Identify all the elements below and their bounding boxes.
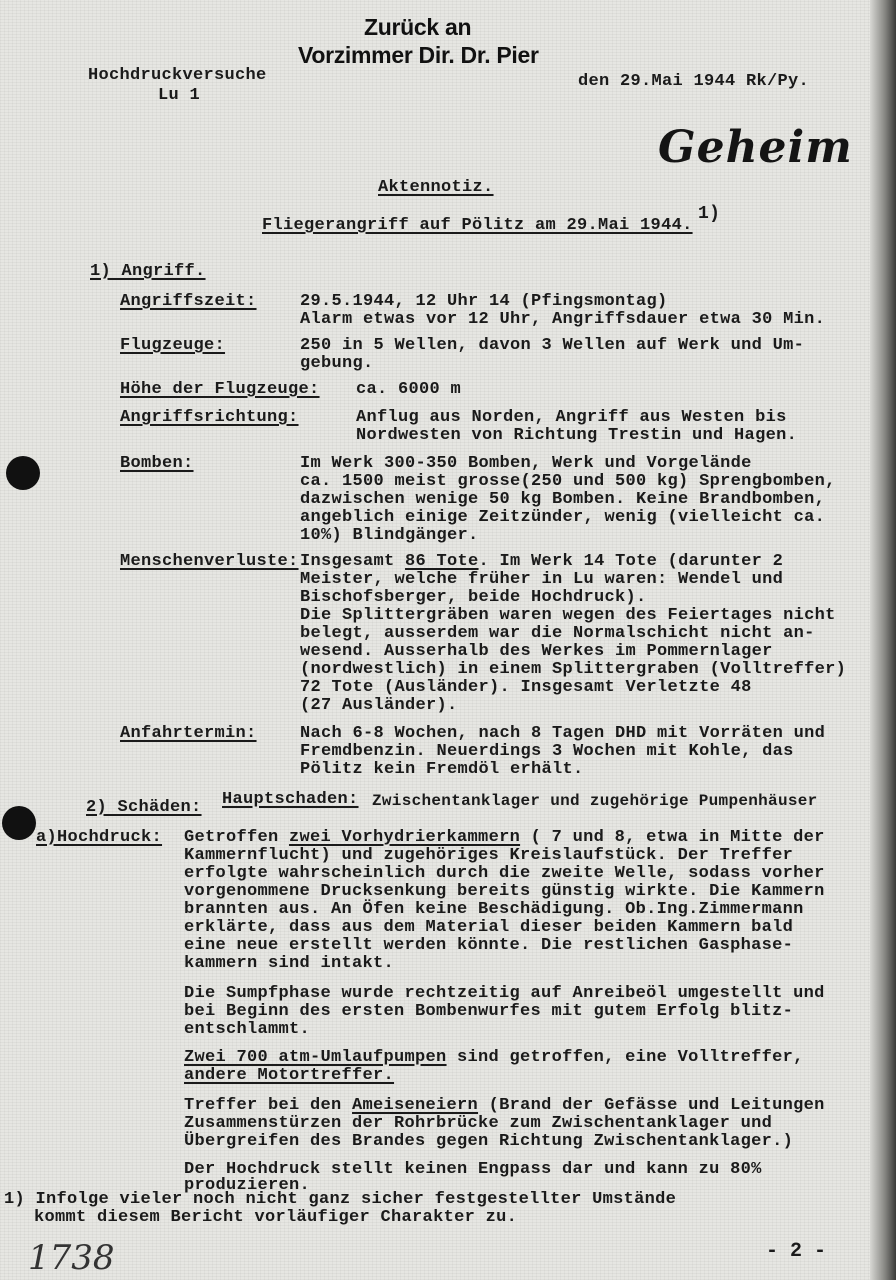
hochdruck-line1 (184, 828, 825, 847)
angriffszeit-line2: Alarm etwas vor 12 Uhr, Angriffsdauer etwa 30 Min. (300, 310, 826, 329)
ameiseneier-line1 (184, 1096, 825, 1115)
label-bomben: Bomben: (120, 454, 194, 473)
angriffszeit-line1: 29.5.1944, 12 Uhr 14 (Pfingsmontag) (300, 292, 668, 311)
hochdruck-line3: erfolgte wahrscheinlich durch die zweite Welle, sodass vorher (184, 864, 825, 883)
hochdruck-line4: vorgenommene Drucksenkung bereits günstig wirkte. Die Kammern (184, 882, 825, 901)
anfahrtermin-line3: Pölitz kein Fremdöl erhält. (300, 760, 584, 779)
hochdruck-line8: kammern sind intakt. (184, 954, 395, 973)
footnote-line2: kommt diesem Bericht vorläufiger Charakter zu. (34, 1208, 518, 1227)
classification-mark: Geheim (658, 122, 853, 173)
footnote-line1: 1) Infolge vieler noch nicht ganz sicher festgestellter Umstände (4, 1190, 677, 1209)
handwritten-archive-number: 1738 (28, 1238, 115, 1278)
label-angriffszeit: Angriffszeit: (120, 292, 257, 311)
ameiseneier-line2: Zusammenstürzen der Rohrbrücke zum Zwischentanklager und (184, 1114, 773, 1133)
sumpfphase-line3: entschlammt. (184, 1020, 311, 1039)
verluste-line7: (nordwestlich) in einem Splittergraben (Volltreffer) (300, 660, 847, 679)
document-title: Aktennotiz. (378, 178, 494, 197)
label-hochdruck: a)Hochdruck: (36, 828, 163, 847)
pumpen-line2: andere Motortreffer. (184, 1066, 395, 1085)
ameiseneier-line3: Übergreifen des Brandes gegen Richtung Zwischentanklager.) (184, 1132, 794, 1151)
flugzeuge-line2: gebung. (300, 354, 374, 373)
bomben-line2: ca. 1500 meist grosse(250 und 500 kg) Sprengbomben, (300, 472, 836, 491)
verluste-line8: 72 Tote (Ausländer). Insgesamt Verletzte 48 (300, 678, 752, 697)
bomben-line3: dazwischen wenige 50 kg Bomben. Keine Brandbomben, (300, 490, 826, 509)
label-flugzeuge: Flugzeuge: (120, 336, 226, 355)
pumpen-line1 (184, 1048, 804, 1067)
return-stamp-line2: Vorzimmer Dir. Dr. Pier (298, 42, 539, 68)
hochdruck-line2: Kammernflucht) und zugehöriges Kreislaufstück. Der Treffer (184, 846, 794, 865)
verluste-rest: . Im Werk 14 Tote (darunter 2 (478, 552, 784, 571)
hoehe-value: ca. 6000 m (356, 380, 462, 399)
punch-hole-top (6, 456, 40, 490)
verluste-total: 86 Tote (405, 552, 479, 571)
verluste-line4: Die Splittergräben waren wegen des Feiertages nicht (300, 606, 836, 625)
anfahrtermin-line2: Fremdbenzin. Neuerdings 3 Wochen mit Kohle, das (300, 742, 794, 761)
section-2-heading: 2) Schäden: (86, 798, 202, 817)
engpass-line1: Der Hochdruck stellt keinen Engpass dar und kann zu 80% (184, 1160, 762, 1179)
return-stamp-line1: Zurück an (364, 14, 472, 40)
page-edge-shadow (870, 0, 896, 1280)
sumpfphase-line2: bei Beginn des ersten Bombenwurfes mit gutem Erfolg blitz- (184, 1002, 794, 1021)
label-hauptschaden: Hauptschaden: (222, 790, 359, 809)
hochdruck-line6: erklärte, dass aus dem Material dieser beiden Kammern bald (184, 918, 794, 937)
header-department: Hochdruckversuche (88, 66, 267, 85)
ameiseneier-prefix: Treffer bei den (184, 1096, 353, 1115)
angriffsrichtung-line2: Nordwesten von Richtung Trestin und Hagen. (356, 426, 798, 445)
ameiseneier-highlight: Ameiseneiern (352, 1096, 479, 1115)
section-1-heading: 1) Angriff. (90, 262, 206, 281)
header-date: den 29.Mai 1944 Rk/Py. (578, 72, 810, 91)
document-subtitle: Fliegerangriff auf Pölitz am 29.Mai 1944. (262, 216, 693, 235)
bomben-line5: 10%) Blindgänger. (300, 526, 479, 545)
pumpen-rest: sind getroffen, eine Volltreffer, (446, 1048, 804, 1067)
hochdruck-line7: eine neue erstellt werden könnte. Die restlichen Gasphase- (184, 936, 794, 955)
bomben-line4: angeblich einige Zeitzünder, wenig (vielleicht ca. (300, 508, 826, 527)
label-anfahrtermin: Anfahrtermin: (120, 724, 257, 743)
bomben-line1: Im Werk 300-350 Bomben, Werk und Vorgelände (300, 454, 752, 473)
anfahrtermin-line1: Nach 6-8 Wochen, nach 8 Tagen DHD mit Vorräten und (300, 724, 826, 743)
verluste-line5: belegt, ausserdem war die Normalschicht nicht an- (300, 624, 815, 643)
header-location: Lu 1 (158, 86, 201, 105)
angriffsrichtung-line1: Anflug aus Norden, Angriff aus Westen bis (356, 408, 787, 427)
engpass-line2: produzieren. (184, 1176, 311, 1195)
verluste-prefix: Insgesamt (300, 552, 395, 571)
verluste-line2: Meister, welche früher in Lu waren: Wendel und (300, 570, 784, 589)
flugzeuge-line1: 250 in 5 Wellen, davon 3 Wellen auf Werk und Um- (300, 336, 805, 355)
sumpfphase-line1: Die Sumpfphase wurde rechtzeitig auf Anreibeöl umgestellt und (184, 984, 825, 1003)
hochdruck-prefix: Getroffen (184, 828, 279, 847)
ameiseneier-rest: (Brand der Gefässe und Leitungen (478, 1096, 825, 1115)
label-angriffsrichtung: Angriffsrichtung: (120, 408, 299, 427)
hochdruck-vorhydrierkammern: zwei Vorhydrierkammern (289, 828, 521, 847)
subtitle-footnote-mark: 1) (698, 204, 721, 224)
hauptschaden-value: Zwischentanklager und zugehörige Pumpenhäuser (372, 792, 818, 810)
label-hoehe: Höhe der Flugzeuge: (120, 380, 320, 399)
verluste-line1 (300, 552, 783, 571)
label-menschenverluste: Menschenverluste: (120, 552, 299, 571)
verluste-line9: (27 Ausländer). (300, 696, 458, 715)
punch-hole-bottom (2, 806, 36, 840)
page-number: - 2 - (766, 1240, 827, 1263)
hochdruck-rest: ( 7 und 8, etwa in Mitte der (530, 828, 825, 847)
hochdruck-line5: brannten aus. An Öfen keine Beschädigung. Ob.Ing.Zimmermann (184, 900, 804, 919)
verluste-line6: wesend. Ausserhalb des Werkes im Pommernlager (300, 642, 773, 661)
verluste-line3: Bischofsberger, beide Hochdruck). (300, 588, 647, 607)
pumpen-highlight: Zwei 700 atm-Umlaufpumpen (184, 1048, 447, 1067)
